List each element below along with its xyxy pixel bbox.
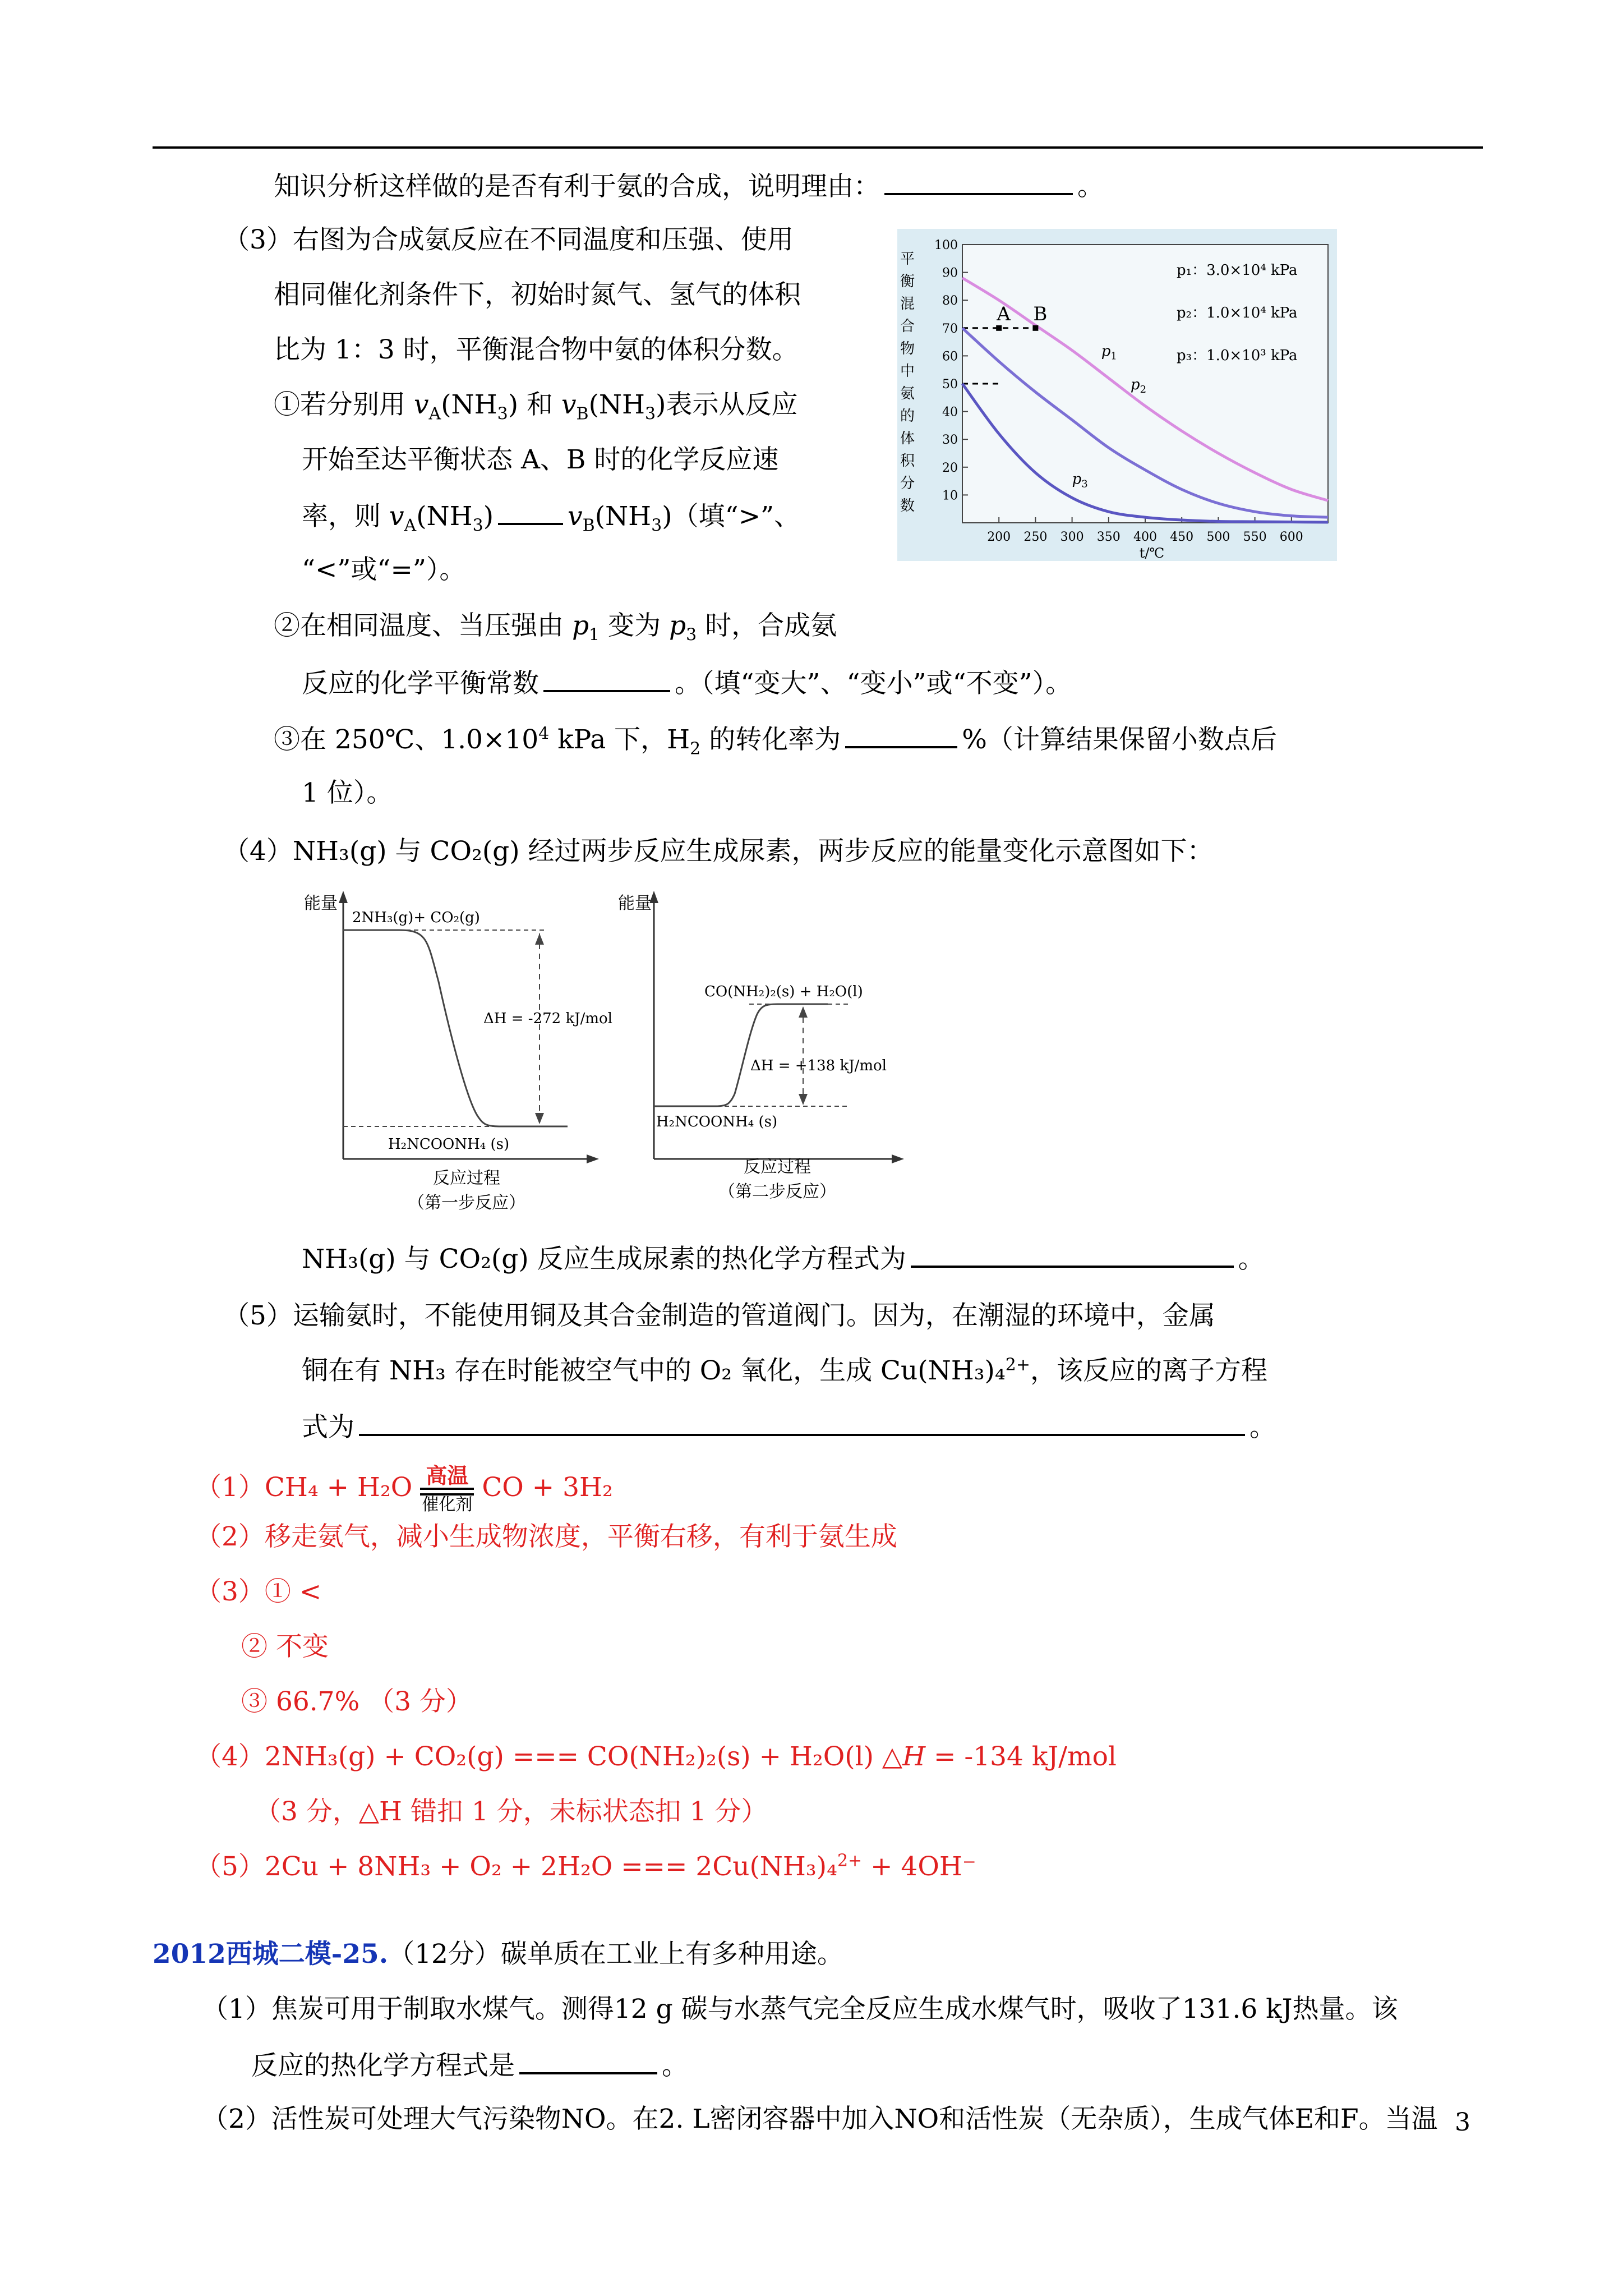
d2-top-label: CO(NH₂)₂(s) + H₂O(l) (704, 983, 863, 1000)
q3-sub1-line1: ①若分别用 $v_A(NH_3)$ 和 $v_B(NH_3)$表示从反应 (274, 389, 798, 424)
ammonia-fraction-chart (897, 229, 1337, 561)
answer-blank[interactable] (519, 2047, 657, 2074)
legend-entry: p₂：1.0×10⁴ kPa (1177, 305, 1298, 321)
point-label-A: A (997, 302, 1011, 325)
answer-5: （5）2Cu + 8NH₃ + O₂ + 2H₂O === 2Cu(NH₃)₄$^{2+}$ + 4OH⁻ (195, 1851, 976, 1882)
q3-sub1-line4: “<”或“=”）。 (302, 554, 466, 585)
x-tick-label: 500 (1206, 530, 1230, 544)
q25-title-line: 2012西城二模-25.（12分）碳单质在工业上有多种用途。 (153, 1939, 843, 1970)
y-tick-label: 80 (942, 294, 958, 309)
answer-3-1: （3）① < (195, 1576, 322, 1607)
x-tick-label: 450 (1170, 530, 1194, 544)
x-tick-label: 250 (1023, 530, 1048, 544)
d1-xlabel: 反应过程 (433, 1168, 500, 1188)
y-tick-label: 30 (942, 433, 958, 448)
energy-diagram-step1 (298, 886, 612, 1214)
q25-line2: 反应的热化学方程式是 。 (251, 2047, 688, 2083)
d1-bottom-label: H₂NCOONH₄ (s) (388, 1136, 510, 1153)
d1-top-label: 2NH₃(g)+ CO₂(g) (352, 909, 480, 926)
answer-blank[interactable] (884, 168, 1073, 195)
d2-bottom-label: H₂NCOONH₄ (s) (656, 1114, 778, 1130)
point-label-B: B (1033, 302, 1048, 325)
point-B (1032, 325, 1038, 331)
x-tick-label: 600 (1279, 530, 1303, 544)
q3-intro-1: （3）右图为合成氨反应在不同温度和压强、使用 (223, 224, 794, 255)
q25-source: 2012西城二模-25. (153, 1939, 389, 1970)
point-A (996, 325, 1002, 331)
series-label-p2: $p_2$ (1130, 376, 1147, 395)
q3-intro-2: 相同催化剂条件下，初始时氮气、氢气的体积 (274, 279, 801, 310)
d1-x-arrow (587, 1154, 599, 1163)
q25-line1: （1）焦炭可用于制取水煤气。测得12 g 碳与水蒸气完全反应生成水煤气时，吸收了131.6 kJ热量。该 (202, 1994, 1398, 2024)
page-number: 3 (1455, 2108, 1470, 2137)
answer-4-note: （3 分，△H 错扣 1 分，未标状态扣 1 分） (255, 1796, 768, 1827)
series-label-p1: $p_1$ (1101, 343, 1117, 362)
q5-line1: （5）运输氨时，不能使用铜及其合金制造的管道阀门。因为，在潮湿的环境中，金属 (223, 1300, 1215, 1331)
reaction-condition: 高温 催化剂 (420, 1465, 474, 1513)
d2-dh-arrow-down (799, 1094, 808, 1105)
d1-y-arrow (339, 891, 348, 903)
d2-dh-arrow-up (799, 1006, 808, 1018)
y-tick-label: 10 (942, 489, 958, 503)
y-tick-label: 100 (934, 238, 958, 252)
d1-caption: （第一步反应） (408, 1193, 525, 1213)
d2-ylabel: 能量 (618, 894, 652, 913)
energy-diagram-step2 (615, 886, 912, 1214)
answer-blank[interactable] (498, 498, 563, 525)
d1-energy-curve (343, 930, 568, 1126)
legend-entry: p₁：3.0×10⁴ kPa (1177, 262, 1298, 279)
d2-caption: （第二步反应） (718, 1182, 836, 1202)
d1-dh-arrow-up (535, 933, 544, 945)
d2-xlabel: 反应过程 (744, 1157, 811, 1177)
x-tick-label: 350 (1096, 530, 1121, 544)
answer-4: （4）2NH₃(g) + CO₂(g) === CO(NH₂)₂(s) + H₂O(l) △H = -134 kJ/mol (195, 1741, 1117, 1772)
q3-sub3-line1: ③在 250℃、$1.0\times 10^4$ kPa 下，$H_2$ 的转化率为 %（计算结果保留小数点后 (274, 721, 1277, 757)
q5-line2: 铜在有 NH₃ 存在时能被空气中的 O₂ 氧化，生成 Cu(NH₃)₄$^{2+}$，该反应的离子方程 (302, 1355, 1267, 1386)
answer-1: （1）CH₄ + H₂O 高温 催化剂 CO + 3H₂ (195, 1463, 613, 1515)
d1-ylabel: 能量 (304, 894, 338, 913)
d1-dh-arrow-down (535, 1113, 544, 1124)
d2-dh-label: ΔH = +138 kJ/mol (750, 1057, 887, 1074)
q3-sub2-line1: ②在相同温度、当压强由 $p_1$ 变为 $p_3$ 时，合成氨 (274, 610, 837, 645)
answer-blank[interactable] (845, 721, 957, 748)
y-tick-label: 70 (942, 321, 958, 336)
d2-x-arrow (892, 1154, 904, 1163)
q3-sub3-line2: 1 位）。 (302, 777, 393, 808)
x-axis-label: t/℃ (1139, 545, 1165, 561)
q3-intro-3: 比为 1：3 时，平衡混合物中氨的体积分数。 (274, 334, 799, 365)
answer-blank[interactable] (543, 665, 670, 692)
y-axis-label: 平衡混合物中氨的体积分数 (900, 251, 915, 514)
q3-sub1-line2: 开始至达平衡状态 A、B 时的化学反应速 (302, 444, 779, 475)
legend-entry: p₃：1.0×10³ kPa (1177, 347, 1298, 364)
x-tick-label: 400 (1133, 530, 1157, 544)
y-tick-label: 20 (942, 461, 958, 475)
x-tick-label: 200 (987, 530, 1011, 544)
q4-intro: （4）NH₃(g) 与 CO₂(g) 经过两步反应生成尿素，两步反应的能量变化示意图如下： (223, 836, 1214, 867)
q5-line3: 式为 。 (302, 1409, 1276, 1444)
q25-line3: （2）活性炭可处理大气污染物NO。在2. L密闭容器中加入NO和活性炭（无杂质），生成气体E和F。当温 (202, 2104, 1438, 2134)
series-label-p3: $p_3$ (1072, 471, 1088, 490)
q3-sub1-line3: 率，则 $v_A(NH_3)$ $v_B(NH_3)$（填“>”、 (302, 498, 800, 533)
q4-ask: NH₃(g) 与 CO₂(g) 反应生成尿素的热化学方程式为 。 (302, 1241, 1265, 1276)
y-tick-label: 40 (942, 405, 958, 420)
y-tick-label: 90 (942, 266, 958, 280)
prev-question-line: 知识分析这样做的是否有利于氨的合成，说明理由： 。 (274, 168, 1104, 204)
answer-2: （2）移走氨气，减小生成物浓度，平衡右移，有利于氨生成 (195, 1521, 897, 1552)
y-tick-label: 60 (942, 349, 958, 364)
x-tick-label: 300 (1060, 530, 1084, 544)
y-tick-label: 50 (942, 378, 958, 392)
answer-blank[interactable] (911, 1241, 1234, 1268)
q3-sub2-line2: 反应的化学平衡常数 。（填“变大”、“变小”或“不变”）。 (302, 665, 1072, 701)
d1-dh-label: ΔH = -272 kJ/mol (483, 1010, 612, 1027)
answer-3-2: ② 不变 (241, 1631, 329, 1662)
header-rule (153, 146, 1483, 149)
d2-energy-curve (654, 1004, 828, 1106)
answer-blank[interactable] (359, 1409, 1245, 1436)
x-tick-label: 550 (1243, 530, 1267, 544)
answer-3-3: ③ 66.7% （3 分） (241, 1686, 473, 1717)
